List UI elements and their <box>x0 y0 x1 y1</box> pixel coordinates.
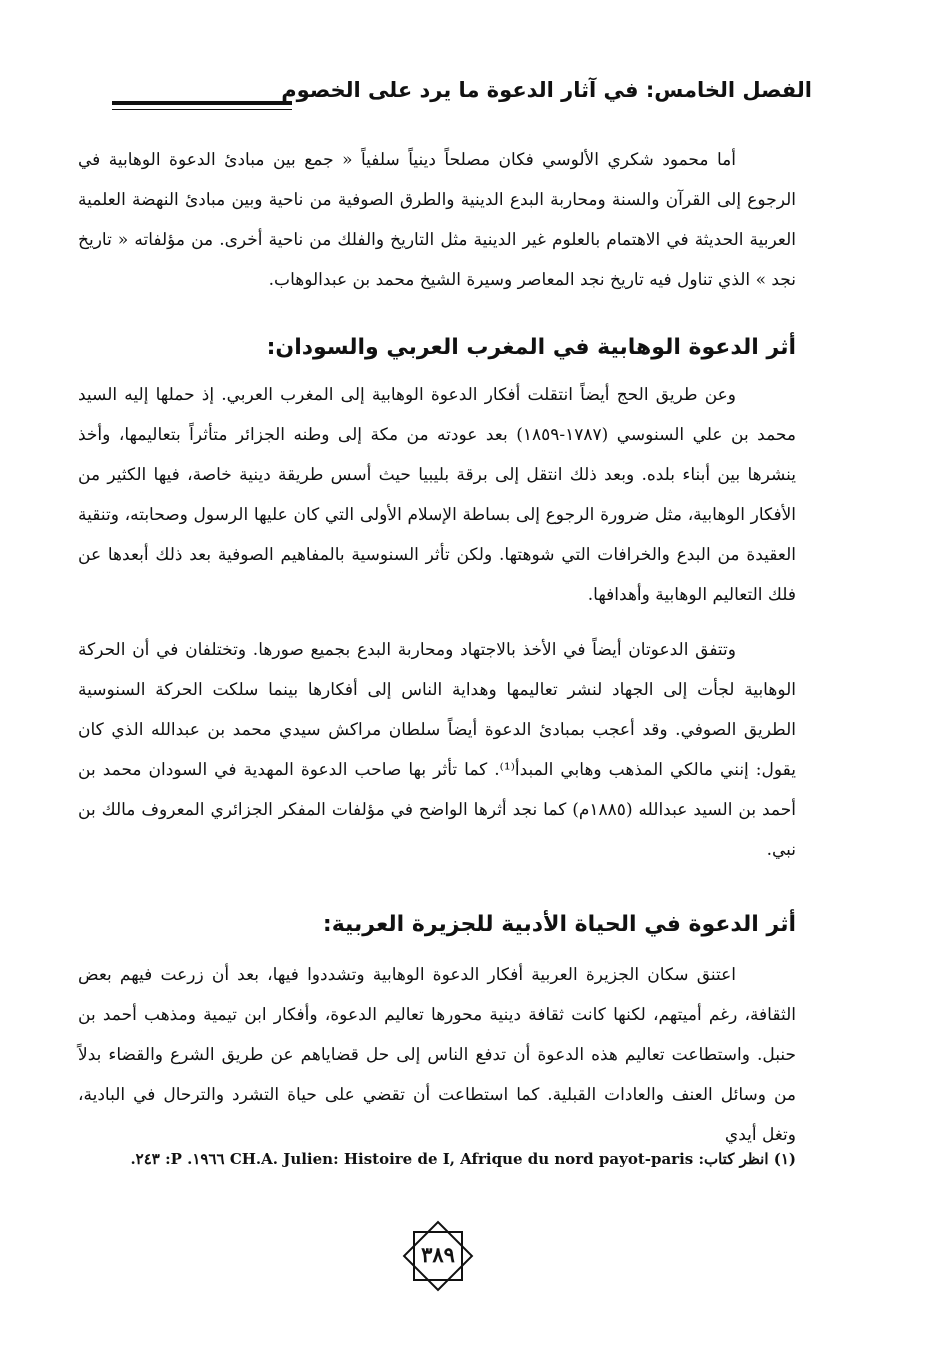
section-heading-maghreb-sudan: أثر الدعوة الوهابية في المغرب العربي والسودان: <box>266 335 796 360</box>
footnote: (١) انظر كتاب: CH.A. Julien: Histoire de I, Afrique du nord payot-paris ١٩٦٦. P: ٢٤٣. <box>130 1150 796 1168</box>
page-number: ٣٨٩ <box>421 1242 455 1267</box>
chapter-header: الفصل الخامس: في آثار الدعوة ما يرد على الخصوم <box>281 78 812 102</box>
page-number-ornament <box>400 1218 476 1294</box>
paragraph-comparison: وتتفق الدعوتان أيضاً في الأخذ بالاجتهاد ومحاربة البدع بجميع صورها. وتختلفان في أن الحركة الوهابية لجأت إلى الجهاد لنشر تعاليمها وهداية الناس إلى أفكارها بينما سلكت الحركة السنوسية الطريق الصوفي. وقد أعجب بمبادئ الدعوة أيضاً سلطان مراكش سيدي محمد بن عبدالله الذي كان يقول: إنني مالكي المذهب وهابي المبدأ⁽¹⁾. كما تأثر بها صاحب الدعوة المهدية في السودان محمد بن أحمد بن السيد عبدالله (١٨٨٥م) كما نجد أثرها الواضح في مؤلفات المفكر الجزائري المعروف مالك بن نبي. <box>78 640 797 860</box>
paragraph-sanusi: وعن طريق الحج أيضاً انتقلت أفكار الدعوة الوهابية إلى المغرب العربي. إذ حملها إليه السيد محمد بن علي السنوسي (١٧٨٧-١٨٥٩) بعد عودته من مكة إلى وطنه الجزائر متأثراً بتعاليمها، وأخذ ينشرها بين أبناء بلده. وبعد ذلك انتقل إلى برقة بليبيا حيث أسس طريقة دينية خاصة، فيها الكثير من الأفكار الوهابية، مثل ضرورة الرجوع إلى بساطة الإسلام الأولى التي كان عليها الرسول وصحابته، وتنقية العقيدة من البدع والخرافات التي شوهتها. ولكن تأثر السنوسية بالمفاهيم الصوفية بعد ذلك أبعدها عن فلك التعاليم الوهابية وأهدافها. <box>78 385 796 605</box>
paragraph-alusi: أما محمود شكري الألوسي فكان مصلحاً دينياً سلفياً « جمع بين مبادئ الدعوة الوهابية في الرجوع إلى القرآن والسنة ومحاربة البدع الدينية والطرق الصوفية من ناحية وبين مبادئ النهضة العلمية العربية الحديثة في الاهتمام بالعلوم غير الدينية مثل التاريخ والفلك من ناحية أخرى. من مؤلفاته « تاريخ نجد » الذي تناول فيه تاريخ نجد المعاصر وسيرة الشيخ محمد بن عبدالوهاب. <box>78 150 796 290</box>
paragraph-arabian-peninsula: اعتنق سكان الجزيرة العربية أفكار الدعوة الوهابية وتشددوا فيها، بعد أن زرعت فيهم بعض الثقافة، رغم أميتهم، لكنها كانت ثقافة دينية محورها تعاليم الدعوة، وأفكار ابن تيمية ومذهب أحمد بن حنبل. واستطاعت تعاليم هذه الدعوة أن تدفع الناس إلى حل قضاياهم عن طريق الشرع والقضاء بدلاً من وسائل العنف والعادات القبلية. كما استطاعت أن تقضي على حياة التشرد والترحال في البادية، وتغل أيدي <box>78 965 796 1145</box>
section-heading-literary-life: أثر الدعوة في الحياة الأدبية للجزيرة العربية: <box>322 912 796 937</box>
header-rule <box>112 101 292 110</box>
